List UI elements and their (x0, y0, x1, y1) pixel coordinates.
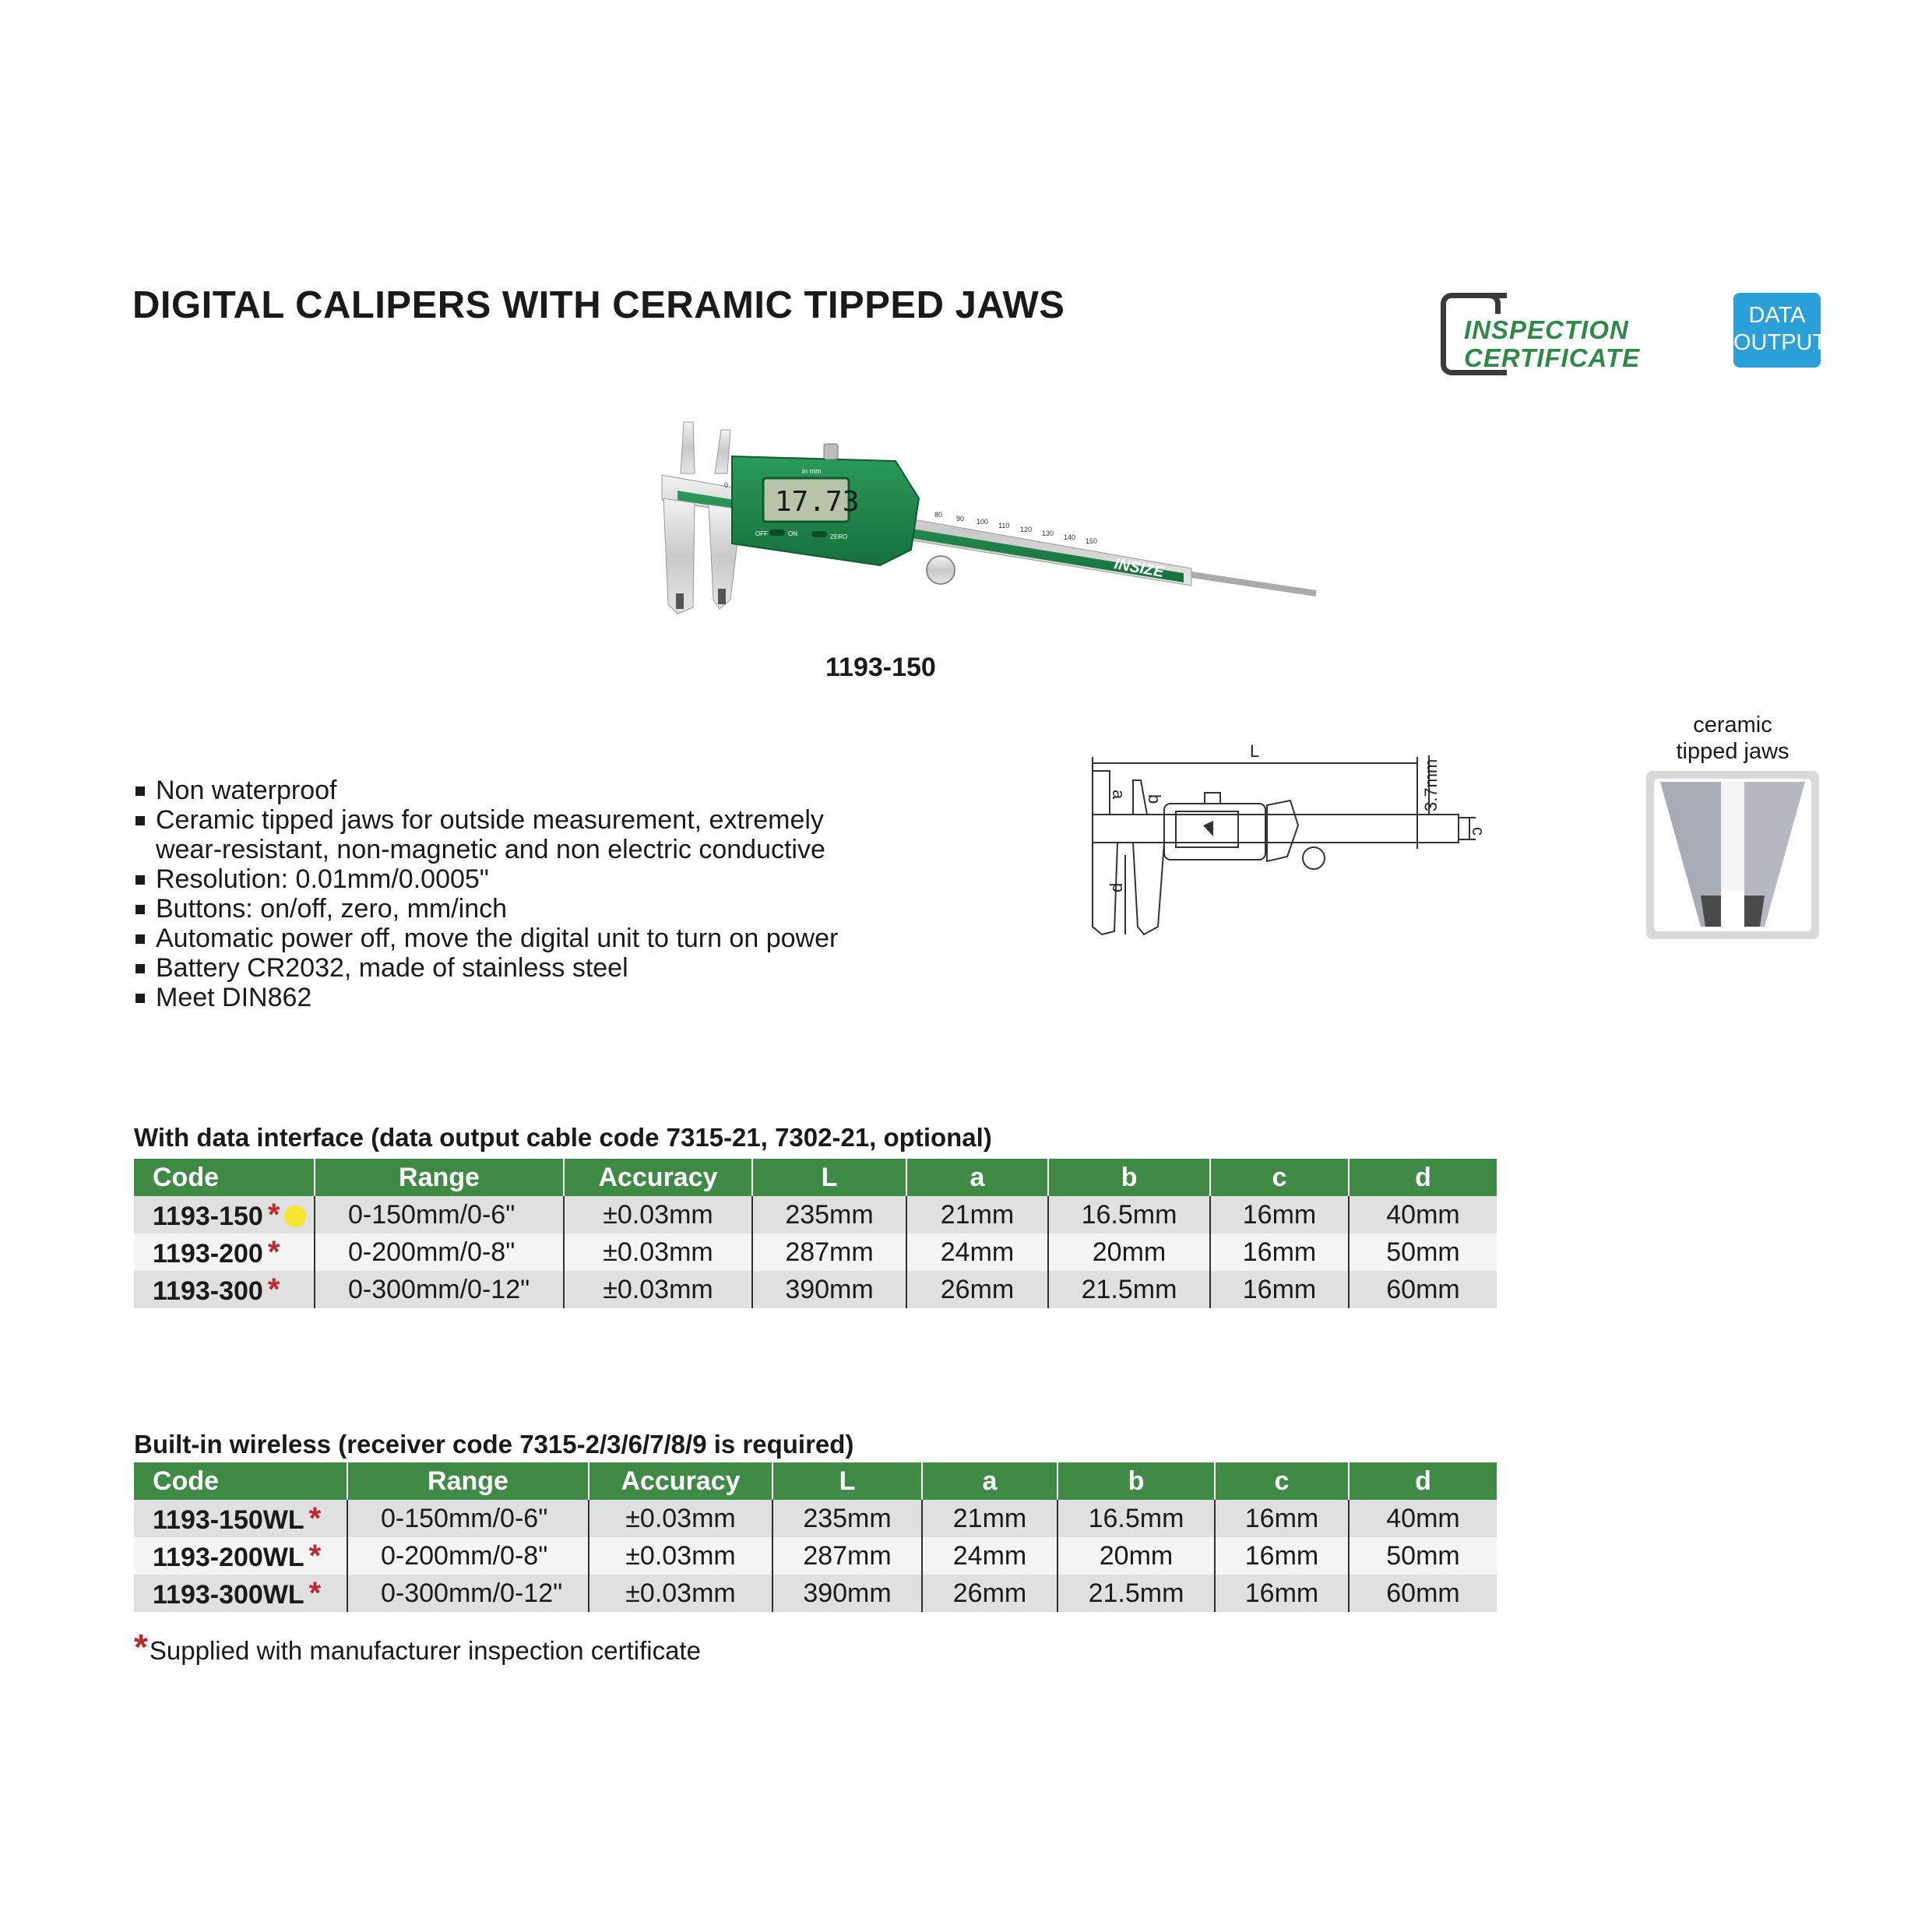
bullet-icon (135, 934, 145, 944)
range-cell: 0-300mm/0-12" (315, 1271, 564, 1308)
thumb-wheel-icon (927, 556, 955, 584)
scale-number-120: 120 (1020, 526, 1033, 533)
page-title: DIGITAL CALIPERS WITH CERAMIC TIPPED JAWS (132, 284, 1065, 326)
header-range: Range (347, 1462, 589, 1500)
highlight-dot-icon (284, 1205, 306, 1227)
data-output-line1: DATA (1748, 303, 1806, 328)
d-cell: 40mm (1349, 1500, 1497, 1537)
b-cell: 20mm (1048, 1233, 1210, 1271)
features-list (132, 776, 888, 1012)
b-cell: 21.5mm (1048, 1271, 1210, 1308)
L-cell: 390mm (772, 1575, 922, 1612)
footnote (134, 1626, 701, 1668)
range-cell: 0-150mm/0-6" (347, 1500, 589, 1537)
certificate-star-icon: * (308, 1538, 322, 1573)
table-row (134, 1271, 1497, 1308)
certificate-star-icon: * (267, 1272, 280, 1307)
certificate-star-icon: * (267, 1197, 280, 1232)
bullet-icon (135, 787, 145, 796)
inspection-certificate-badge (1441, 293, 1666, 372)
bullet-icon (135, 905, 145, 914)
a-cell: 24mm (922, 1537, 1057, 1575)
L-cell: 235mm (772, 1500, 922, 1537)
header-a: a (906, 1159, 1048, 1196)
bullet-icon (135, 875, 145, 885)
header-range: Range (315, 1159, 564, 1196)
L-cell: 287mm (752, 1233, 906, 1271)
feature-item: Resolution: 0.01mm/0.0005" (132, 864, 888, 894)
caliper-product-image (646, 413, 1324, 631)
range-cell: 0-300mm/0-12" (347, 1575, 589, 1612)
scale-number-130: 130 (1042, 530, 1054, 537)
depth-rod (1191, 575, 1316, 593)
table-row (134, 1500, 1497, 1537)
ceramic-jaws-label: ceramic tipped jaws (1676, 713, 1789, 764)
range-cell: 0-200mm/0-8" (315, 1233, 564, 1271)
a-cell: 26mm (906, 1271, 1048, 1308)
accuracy-cell: ±0.03mm (564, 1271, 752, 1308)
header-c: c (1210, 1159, 1349, 1196)
a-cell: 24mm (906, 1233, 1048, 1271)
certificate-star-icon: * (308, 1575, 322, 1610)
table-header-row (134, 1159, 1497, 1196)
diagram-upper-jaw-fixed (1093, 771, 1110, 815)
table-header-row (134, 1462, 1497, 1500)
ceramic-jaws-image (1646, 771, 1819, 939)
button-label-off: OFF (755, 530, 768, 537)
bullet-icon (135, 816, 145, 825)
L-cell: 235mm (752, 1196, 906, 1233)
code-cell: 1193-150 (153, 1201, 263, 1231)
header-d: d (1349, 1462, 1497, 1500)
ceramic-tip-left (676, 593, 684, 609)
button-label-zero: ZERO (830, 533, 848, 540)
scale-number-150: 150 (1086, 537, 1098, 545)
header-b: b (1057, 1462, 1215, 1500)
b-cell: 20mm (1057, 1537, 1215, 1575)
certificate-bracket-top-icon (1472, 293, 1501, 314)
diagram-thumbwheel (1303, 847, 1325, 869)
footnote-star-icon: * (134, 1627, 148, 1667)
feature-item: Meet DIN862 (132, 983, 888, 1012)
locking-screw-icon (824, 444, 838, 459)
scale-number-140: 140 (1064, 533, 1076, 541)
dimension-diagram (1086, 740, 1491, 942)
power-button-icon (769, 530, 785, 536)
c-cell: 16mm (1215, 1500, 1349, 1537)
b-cell: 16.5mm (1048, 1196, 1210, 1233)
c-cell: 16mm (1210, 1271, 1349, 1308)
feature-item: Battery CR2032, made of stainless steel (132, 953, 888, 983)
diagram-beam (1093, 815, 1459, 843)
data-output-line2: OUTPUT (1733, 330, 1827, 355)
header-code: Code (134, 1462, 347, 1500)
code-cell: 1193-200 (153, 1238, 263, 1269)
c-cell: 16mm (1210, 1196, 1349, 1233)
bullet-icon (135, 964, 145, 973)
inside-jaw-fixed (681, 422, 695, 473)
inspection-text-line1: INSPECTION (1464, 315, 1629, 344)
label-d: d (1107, 882, 1126, 892)
table-row (134, 1196, 1497, 1233)
header-accuracy: Accuracy (564, 1159, 752, 1196)
d-cell: 50mm (1349, 1233, 1497, 1271)
code-cell: 1193-300WL (153, 1579, 304, 1610)
accuracy-cell: ±0.03mm (589, 1537, 772, 1575)
table-row (134, 1233, 1497, 1271)
d-cell: 60mm (1349, 1575, 1497, 1612)
accuracy-cell: ±0.03mm (564, 1196, 752, 1233)
diagram-lock-screw (1205, 793, 1220, 804)
header-d: d (1349, 1159, 1497, 1196)
certificate-star-icon: * (308, 1501, 322, 1536)
zero-button-icon (811, 531, 827, 537)
a-cell: 26mm (922, 1575, 1057, 1612)
footnote-text: Supplied with manufacturer inspection certificate (149, 1636, 701, 1665)
a-cell: 21mm (922, 1500, 1057, 1537)
c-cell: 16mm (1210, 1233, 1349, 1271)
scale-number-110: 110 (998, 522, 1010, 530)
diagram-end-cap (1267, 801, 1298, 861)
label-L: L (1250, 741, 1260, 761)
label-b: b (1145, 794, 1164, 804)
label-thickness: 3.7mm (1421, 758, 1441, 811)
brand-logo-text: INSIZE (1113, 555, 1166, 582)
b-cell: 16.5mm (1057, 1500, 1215, 1537)
data-interface-table (134, 1159, 1497, 1308)
a-cell: 21mm (906, 1196, 1048, 1233)
bullet-icon (135, 994, 145, 1003)
table2-caption: Built-in wireless (receiver code 7315-2/3/6/7/8/9 is required) (134, 1430, 854, 1459)
header-b: b (1048, 1159, 1210, 1196)
c-cell: 16mm (1215, 1575, 1349, 1612)
wireless-table (134, 1462, 1497, 1612)
d-cell: 50mm (1349, 1537, 1497, 1575)
feature-item: Buttons: on/off, zero, mm/inch (132, 894, 888, 924)
d-cell: 60mm (1349, 1271, 1497, 1308)
diagram-lower-jaw-slide (1133, 843, 1164, 934)
scale-number-80: 80 (934, 511, 943, 519)
code-cell: 1193-300 (153, 1276, 263, 1306)
ceramic-jaws-photo (1646, 771, 1819, 939)
L-cell: 390mm (752, 1271, 906, 1308)
header-c: c (1215, 1462, 1349, 1500)
range-cell: 0-150mm/0-6" (315, 1196, 564, 1233)
header-L: L (752, 1159, 906, 1196)
header-accuracy: Accuracy (589, 1462, 772, 1500)
lcd-reading: 17.73 (775, 486, 860, 518)
inside-jaw-sliding (715, 430, 730, 473)
button-label-on: ON (788, 530, 797, 537)
feature-item: Ceramic tipped jaws for outside measurement, extremely wear-resistant, non-magnetic and non electric conductive (132, 805, 888, 864)
certificate-star-icon: * (267, 1234, 280, 1269)
diagram-play-icon (1203, 821, 1213, 836)
data-output-badge (1733, 293, 1827, 368)
inspection-text-line2: CERTIFICATE (1464, 343, 1641, 372)
table-row (134, 1575, 1497, 1612)
product-model-label: 1193-150 (825, 653, 936, 682)
b-cell: 21.5mm (1057, 1575, 1215, 1612)
accuracy-cell: ±0.03mm (589, 1500, 772, 1537)
table1-caption: With data interface (data output cable code 7315-21, 7302-21, optional) (134, 1123, 992, 1152)
accuracy-cell: ±0.03mm (564, 1233, 752, 1271)
header-a: a (922, 1462, 1057, 1500)
scale-number-90: 90 (956, 515, 965, 523)
d-cell: 40mm (1349, 1196, 1497, 1233)
feature-item: Automatic power off, move the digital unit to turn on power (132, 924, 888, 953)
inspection-certificate-text (1464, 316, 1640, 372)
label-c: c (1469, 827, 1488, 836)
scale-number-100: 100 (977, 518, 989, 526)
label-a: a (1109, 790, 1128, 800)
code-cell: 1193-200WL (153, 1542, 304, 1572)
feature-item: Non waterproof (132, 776, 888, 805)
accuracy-cell: ±0.03mm (589, 1575, 772, 1612)
code-cell: 1193-150WL (153, 1504, 304, 1535)
ceramic-tip-right (718, 589, 726, 604)
range-cell: 0-200mm/0-8" (347, 1537, 589, 1575)
scale-number-0: 0 (724, 481, 729, 489)
unit-indicator: in mm (802, 467, 822, 475)
header-code: Code (134, 1159, 315, 1196)
header-L: L (772, 1462, 922, 1500)
table-row (134, 1537, 1497, 1575)
L-cell: 287mm (772, 1537, 922, 1575)
c-cell: 16mm (1215, 1537, 1349, 1575)
